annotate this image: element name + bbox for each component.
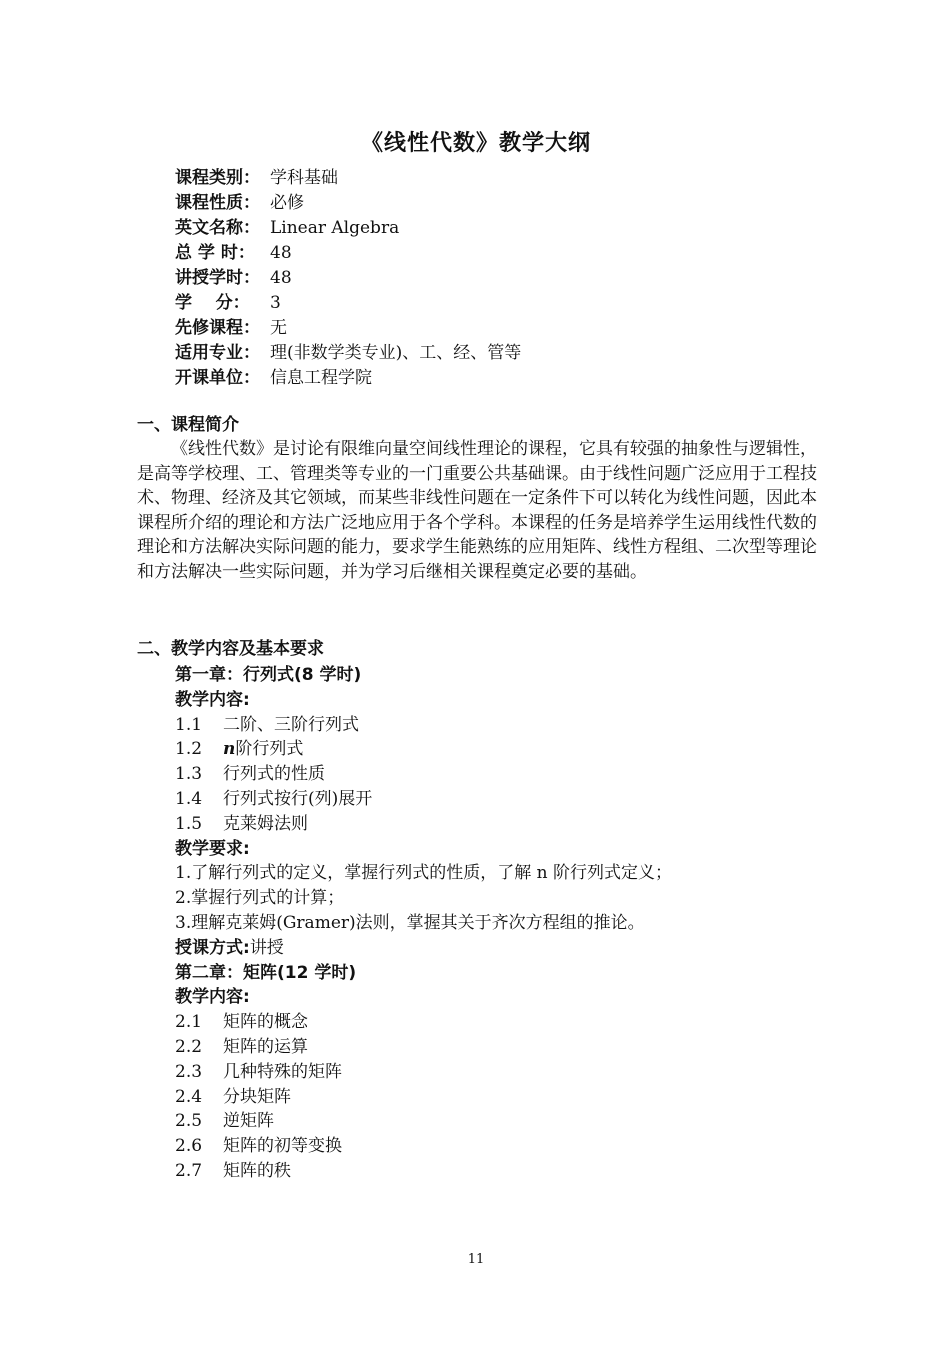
section2-heading: 二、教学内容及基本要求 [137, 639, 324, 659]
item-number: 2.7 [175, 1160, 203, 1181]
chapter1-requirements-label: 教学要求: [175, 838, 250, 859]
item-text: 行列式的性质 [223, 764, 325, 785]
meta-row-nature [175, 191, 521, 216]
meta-value: 理(非数学类专业)、工、经、管等 [270, 343, 522, 363]
meta-row-lecture-hours [175, 266, 521, 291]
meta-value: 学科基础 [270, 168, 338, 188]
meta-row-english-name [175, 216, 521, 241]
item-text: 矩阵的初等变换 [223, 1136, 342, 1157]
meta-key: 开课单位： [175, 368, 260, 388]
list-item [175, 1085, 815, 1110]
item-text: 阶行列式 [235, 739, 304, 760]
item-text: 几种特殊的矩阵 [223, 1061, 342, 1082]
meta-key: 适用专业： [175, 343, 260, 363]
meta-value: Linear Algebra [270, 218, 400, 238]
method-label: 授课方式: [175, 937, 250, 958]
meta-row-credits [175, 291, 521, 316]
meta-key: 课程性质： [175, 193, 260, 213]
item-text: 行列式按行(列)展开 [223, 788, 373, 809]
item-text: 矩阵的运算 [223, 1036, 308, 1057]
item-text: 逆矩阵 [223, 1111, 274, 1132]
meta-value: 无 [270, 318, 287, 338]
document-title: 《线性代数》教学大纲 [360, 131, 591, 156]
chapter2-title: 第二章：矩阵(12 学时) [175, 962, 357, 983]
chapter2-content-label: 教学内容: [175, 987, 250, 1008]
item-number: 2.3 [175, 1061, 203, 1082]
item-number: 2.2 [175, 1036, 203, 1057]
item-number: 1.4 [175, 788, 203, 809]
section2-body [175, 663, 815, 1184]
item-text: 克莱姆法则 [223, 813, 308, 834]
list-item [175, 737, 815, 762]
item-variable: n [223, 739, 236, 760]
meta-key: 学 分： [175, 293, 250, 313]
item-text: 分块矩阵 [223, 1086, 291, 1107]
list-item [175, 1010, 815, 1035]
item-number: 1.2 [175, 739, 203, 760]
item-number: 2.4 [175, 1086, 203, 1107]
method-value: 讲授 [249, 937, 284, 958]
meta-row-total-hours [175, 241, 521, 266]
section1-body: 《线性代数》是讨论有限维向量空间线性理论的课程，它具有较强的抽象性与逻辑性，是高等学校理、工、管理类等专业的一门重要公共基础课。由于线性问题广泛应用于工程技术、物理、经济及其它领域，而某些非线性问题在一定条件下可以转化为线性问题，因此本课程所介绍的理论和方法广泛地应用于各个学科。本课程的任务是培养学生运用线性代数的理论和方法解决实际问题的能力，要求学生能熟练的应用矩阵、线性方程组、二次型等理论和方法解决一些实际问题，并为学习后继相关课程奠定必要的基础。 [137, 439, 817, 582]
list-item [175, 1134, 815, 1159]
meta-row-prerequisites [175, 316, 521, 341]
course-meta [175, 166, 521, 391]
meta-key: 总 学 时： [175, 243, 255, 263]
list-item [175, 787, 815, 812]
meta-value: 必修 [270, 193, 304, 213]
chapter1-title: 第一章：行列式(8 学时) [175, 665, 362, 685]
item-text: 矩阵的秩 [223, 1160, 291, 1181]
page-number: 11 [467, 1252, 485, 1267]
meta-value: 48 [270, 268, 292, 288]
list-item [175, 1035, 815, 1060]
requirement-item: 2.掌握行列式的计算； [175, 888, 345, 909]
meta-row-majors [175, 341, 521, 366]
list-item [175, 1060, 815, 1085]
list-item [175, 812, 815, 837]
list-item [175, 1109, 815, 1134]
section1-heading: 一、课程简介 [137, 415, 239, 435]
meta-value: 信息工程学院 [270, 368, 372, 388]
item-number: 2.1 [175, 1012, 203, 1033]
list-item [175, 762, 815, 787]
item-text: 二阶、三阶行列式 [223, 714, 359, 735]
meta-row-category [175, 166, 521, 191]
requirement-item: 1.了解行列式的定义，掌握行列式的性质，了解 n 阶行列式定义； [175, 863, 672, 884]
meta-key: 英文名称： [175, 218, 260, 238]
meta-key: 课程类别： [175, 168, 260, 188]
item-number: 1.1 [175, 714, 203, 735]
item-number: 1.5 [175, 813, 203, 834]
meta-row-department [175, 366, 521, 391]
meta-key: 讲授学时： [175, 268, 260, 288]
meta-value: 48 [270, 243, 292, 263]
list-item [175, 713, 815, 738]
chapter1-method [175, 936, 815, 961]
item-number: 2.6 [175, 1136, 203, 1157]
item-number: 1.3 [175, 764, 203, 785]
meta-value: 3 [270, 293, 281, 313]
meta-key: 先修课程： [175, 318, 260, 338]
chapter1-content-label: 教学内容: [175, 689, 250, 710]
list-item [175, 1159, 815, 1184]
requirement-item: 3.理解克莱姆(Gramer)法则，掌握其关于齐次方程组的推论。 [175, 912, 645, 933]
item-text: 矩阵的概念 [223, 1012, 308, 1033]
item-number: 2.5 [175, 1111, 203, 1132]
